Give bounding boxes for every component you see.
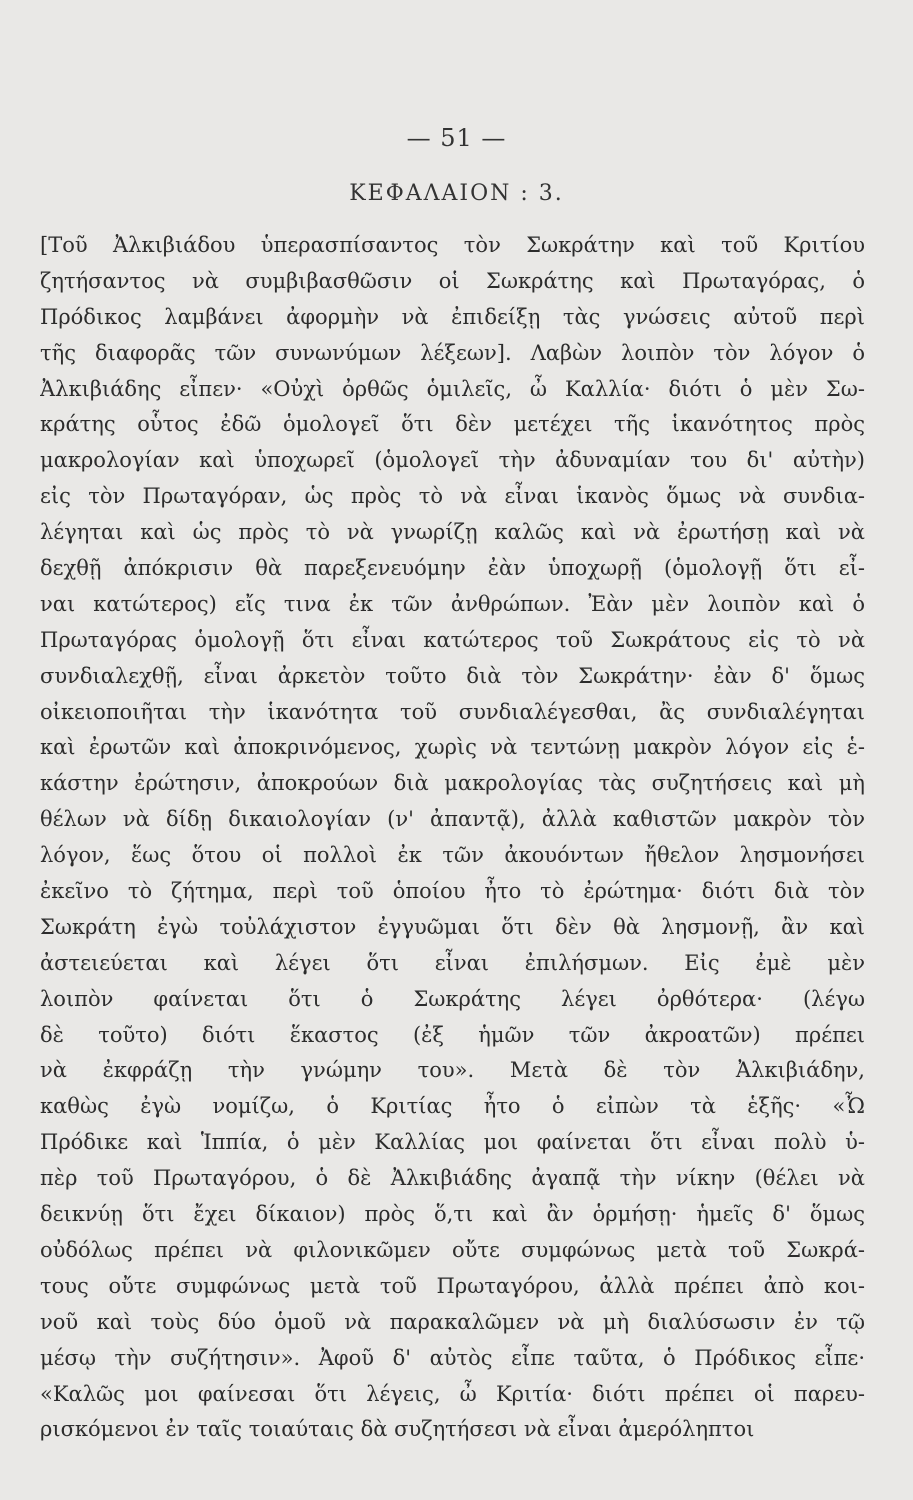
text-line: Πρόδικε καὶ Ἱππία, ὁ μὲν Καλλίας μοι φαίνεται ὅτι εἶναι πολὺ ὑ-: [40, 1130, 865, 1155]
text-line: ρισκόμενοι ἐν ταῖς τοιαύταις δὰ συζητήσεσι νὰ εἶναι ἀμερόληπτοι: [40, 1417, 755, 1442]
text-line: τους οὔτε συμφώνως μετὰ τοῦ Πρωταγόρου, ἀλλὰ πρέπει ἀπὸ κοι-: [40, 1273, 865, 1298]
text-line: λέγηται καὶ ὡς πρὸς τὸ νὰ γνωρίζῃ καλῶς καὶ νὰ ἐρωτήσῃ καὶ νὰ: [40, 520, 865, 545]
text-line: καὶ ἐρωτῶν καὶ ἀποκρινόμενος, χωρὶς νὰ τεντώνῃ μακρὸν λόγον εἰς ἑ-: [40, 735, 865, 760]
text-line: Πρόδικος λαμβάνει ἀφορμὴν νὰ ἐπιδείξῃ τὰς γνώσεις αὐτοῦ περὶ: [40, 304, 865, 329]
text-line: μακρολογίαν καὶ ὑποχωρεῖ (ὁμολογεῖ τὴν ἀδυναμίαν του δι' αὐτὴν): [40, 448, 865, 473]
text-line: νὰ ἐκφράζῃ τὴν γνώμην του». Μετὰ δὲ τὸν Ἀλκιβιάδην,: [40, 1058, 865, 1083]
text-line: [Τοῦ Ἀλκιβιάδου ὑπερασπίσαντος τὸν Σωκράτην καὶ τοῦ Κριτίου: [40, 233, 865, 257]
text-line: λοιπὸν φαίνεται ὅτι ὁ Σωκράτης λέγει ὀρθότερα· (λέγω: [40, 986, 865, 1011]
text-line: Σωκράτη ἐγὼ τοὐλάχιστον ἐγγυῶμαι ὅτι δὲν θὰ λησμονῇ, ἂν καὶ: [40, 914, 865, 939]
text-line: τῆς διαφορᾶς τῶν συνωνύμων λέξεων]. Λαβὼν λοιπὸν τὸν λόγον ὁ: [40, 340, 865, 365]
text-line: μέσῳ τὴν συζήτησιν». Ἀφοῦ δ' αὐτὸς εἶπε ταῦτα, ὁ Πρόδικος εἶπε·: [40, 1345, 865, 1370]
text-line: δεχθῇ ἀπόκρισιν θὰ παρεξενευόμην ἐὰν ὑποχωρῇ (ὁμολογῇ ὅτι εἶ-: [40, 556, 865, 581]
text-line: νοῦ καὶ τοὺς δύο ὁμοῦ νὰ παρακαλῶμεν νὰ μὴ διαλύσωσιν ἐν τῷ: [40, 1309, 865, 1334]
text-line: Πρωταγόρας ὁμολογῇ ὅτι εἶναι κατώτερος τοῦ Σωκράτους εἰς τὸ νὰ: [40, 627, 865, 652]
text-line: ἀστειεύεται καὶ λέγει ὅτι εἶναι ἐπιλήσμων. Εἰς ἐμὲ μὲν: [40, 950, 865, 975]
text-line: θέλων νὰ δίδῃ δικαιολογίαν (ν' ἀπαντᾷ), ἀλλὰ καθιστῶν μακρὸν τὸν: [40, 807, 865, 832]
text-line: «Καλῶς μοι φαίνεσαι ὅτι λέγεις, ὦ Κριτία· διότι πρέπει οἱ παρευ-: [40, 1381, 865, 1406]
text-line: ἐκεῖνο τὸ ζήτημα, περὶ τοῦ ὁποίου ἦτο τὸ ἐρώτημα· διότι διὰ τὸν: [40, 879, 865, 904]
chapter-title: ΚΕΦΑΛΑΙΟΝ : 3.: [349, 181, 564, 206]
page-number: — 51 —: [406, 124, 507, 152]
text-line: λόγον, ἕως ὅτου οἱ πολλοὶ ἐκ τῶν ἀκουόντων ἤθελον λησμονήσει: [40, 843, 865, 868]
text-line: εἰς τὸν Πρωταγόραν, ὡς πρὸς τὸ νὰ εἶναι ἱκανὸς ὅμως νὰ συνδια-: [40, 484, 865, 509]
text-line: καθὼς ἐγὼ νομίζω, ὁ Κριτίας ἦτο ὁ εἰπὼν τὰ ἑξῆς· «Ὦ: [40, 1094, 865, 1119]
text-line: Ἀλκιβιάδης εἶπεν· «Οὐχὶ ὀρθῶς ὁμιλεῖς, ὦ Καλλία· διότι ὁ μὲν Σω-: [40, 376, 865, 401]
text-line: οὐδόλως πρέπει νὰ φιλονικῶμεν οὔτε συμφώνως μετὰ τοῦ Σωκρά-: [40, 1237, 865, 1262]
text-line: δὲ τοῦτο) διότι ἕκαστος (ἐξ ἡμῶν τῶν ἀκροατῶν) πρέπει: [40, 1022, 865, 1047]
text-line: ναι κατώτερος) εἴς τινα ἐκ τῶν ἀνθρώπων. Ἐὰν μὲν λοιπὸν καὶ ὁ: [40, 591, 865, 616]
text-line: κράτης οὗτος ἐδῶ ὁμολογεῖ ὅτι δὲν μετέχει τῆς ἱκανότητος πρὸς: [40, 412, 865, 437]
text-line: ζητήσαντος νὰ συμβιβασθῶσιν οἱ Σωκράτης καὶ Πρωταγόρας, ὁ: [40, 268, 865, 293]
text-line: δεικνύῃ ὅτι ἔχει δίκαιον) πρὸς ὅ,τι καὶ ἂν ὁρμήσῃ· ἡμεῖς δ' ὅμως: [40, 1202, 865, 1227]
text-line: οἰκειοποιῆται τὴν ἱκανότητα τοῦ συνδιαλέγεσθαι, ἂς συνδιαλέγηται: [40, 699, 865, 724]
text-line: πὲρ τοῦ Πρωταγόρου, ὁ δὲ Ἀλκιβιάδης ἀγαπᾷ τὴν νίκην (θέλει νὰ: [40, 1166, 865, 1191]
text-line: συνδιαλεχθῇ, εἶναι ἀρκετὸν τοῦτο διὰ τὸν Σωκράτην· ἐὰν δ' ὅμως: [40, 663, 865, 688]
body-text: [40, 228, 865, 1448]
text-line: κάστην ἐρώτησιν, ἀποκρούων διὰ μακρολογίας τὰς συζητήσεις καὶ μὴ: [40, 771, 865, 796]
